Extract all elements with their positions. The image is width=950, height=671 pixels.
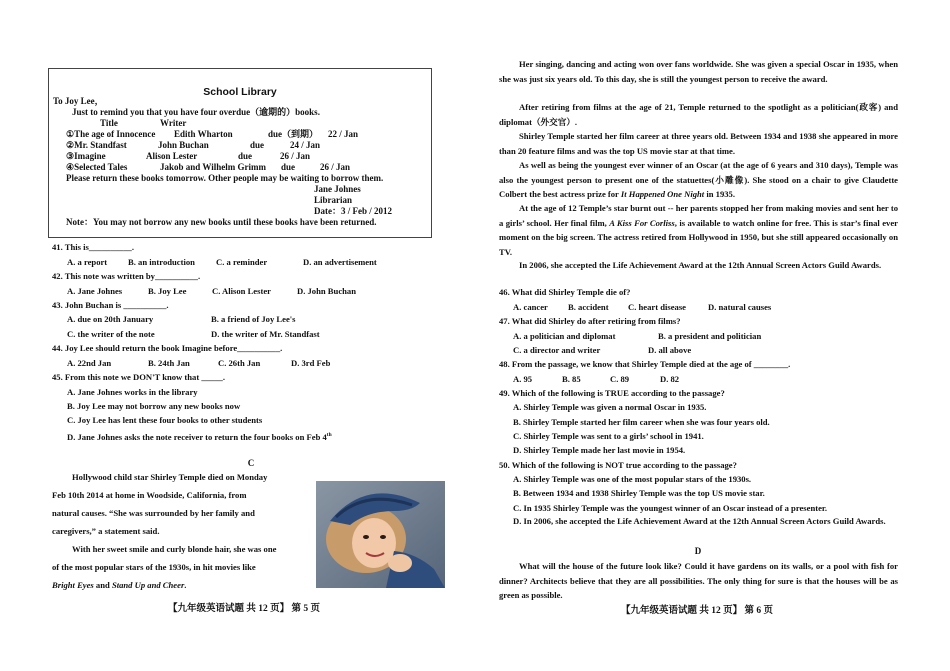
footer-left: 【九年级英语试题 共 12 页】 第 5 页	[168, 604, 321, 614]
question-42: 42. This note was written by__________.	[52, 271, 201, 281]
option: C. 89	[610, 374, 630, 384]
passage-c-heading: C	[247, 458, 255, 468]
passage-line: Feb 10th 2014 at home in Woodside, California, from	[52, 490, 247, 500]
option: B. a president and politician	[658, 331, 762, 341]
option: C. Shirley Temple was sent to a girls’ school in 1941.	[513, 431, 704, 441]
option: B. 85	[562, 374, 581, 384]
book-title: ③Imagine	[66, 151, 106, 161]
paragraph	[499, 201, 898, 259]
paragraph: Her singing, dancing and acting won over fans worldwide. She was given a special Oscar in 1935, when she was just six years old. To this day, she is still the youngest person to receive the award.	[499, 59, 898, 84]
question-41: 41. This is__________.	[52, 242, 134, 252]
option: A. a report	[67, 257, 108, 267]
option: D. all above	[648, 345, 692, 355]
book-date: 26 / Jan	[280, 151, 311, 161]
book-writer: Jakob and Wilhelm Grimm	[160, 162, 266, 172]
notice-request: Please return these books tomorrow. Other people may be waiting to borrow them.	[66, 173, 384, 183]
option: B. accident	[568, 302, 609, 312]
option: D. the writer of Mr. Standfast	[211, 329, 320, 339]
option: B. an introduction	[128, 257, 195, 267]
child-star-photo	[316, 481, 445, 588]
option: C. 26th Jan	[218, 358, 261, 368]
option: D. 82	[660, 374, 680, 384]
passage-line: Hollywood child star Shirley Temple died on Monday	[72, 472, 268, 482]
book-due: due	[250, 140, 265, 150]
notice-title: School Library	[203, 86, 277, 98]
signature-role: Librarian	[314, 195, 353, 205]
question-43: 43. John Buchan is __________.	[52, 300, 169, 310]
footer-right: 【九年级英语试题 共 12 页】 第 6 页	[621, 606, 774, 616]
book-writer: Edith Wharton	[174, 129, 233, 139]
option: A. cancer	[513, 302, 548, 312]
option: A. Jane Johnes works in the library	[67, 387, 198, 397]
book-due: due	[281, 162, 296, 172]
option: C. a director and writer	[513, 345, 601, 355]
option: A. Jane Johnes	[67, 286, 123, 296]
book-title: ④Selected Tales	[66, 162, 128, 172]
passage-line: natural causes. “She was surrounded by her family and	[52, 508, 255, 518]
option: B. Shirley Temple started her film career when she was four years old.	[513, 417, 770, 427]
question-48: 48. From the passage, we know that Shirley Temple died at the age of ________.	[499, 359, 791, 369]
punctuation: .	[184, 580, 187, 590]
option: C. Alison Lester	[212, 286, 271, 296]
paragraph: In 2006, she accepted the Life Achievement Award at the 12th Annual Screen Actors Guild Awards.	[519, 260, 882, 270]
notice-to: To Joy Lee，	[53, 96, 104, 106]
book-due: due	[238, 151, 253, 161]
notice-intro: Just to remind you that you have four overdue（逾期的）books.	[72, 107, 320, 117]
book-title: ①The age of Innocence	[66, 129, 156, 139]
paragraph: After retiring from films at the age of 21, Temple returned to the spotlight as a politician(政客) and diplomat（外交官）.	[499, 102, 898, 127]
option: A. due on 20th January	[67, 314, 154, 324]
superscript: th	[326, 432, 332, 438]
option: D. an advertisement	[303, 257, 377, 267]
book-date: 22 / Jan	[328, 129, 359, 139]
conjunction: and	[93, 580, 112, 590]
question-50: 50. Which of the following is NOT true according to the passage?	[499, 460, 737, 470]
option: C. Joy Lee has lent these four books to other students	[67, 415, 263, 425]
option: B. Joy Lee may not borrow any new books now	[67, 401, 241, 411]
movie-title: It Happened One Night	[620, 189, 705, 199]
option: A. a politician and diplomat	[513, 331, 616, 341]
signature-name: Jane Johnes	[314, 184, 361, 194]
text: As well as being the youngest ever winner of an Oscar (at the age of 6 years and 310 days), Temple was also the youngest person to present one of the statuettes(小雕像). She stood on a chair to give Claudette Colbert the best actress prize for	[499, 160, 898, 199]
text: , is available to watch online for free. This is star’s final ever moment on the big screen. The actress retired from Hollywood in 1950, but she still appeared occasionally on TV.	[499, 217, 898, 257]
notice-note: Note：You may not borrow any new books until these books have been returned.	[66, 217, 377, 227]
book-date: 24 / Jan	[290, 140, 321, 150]
option: C. In 1935 Shirley Temple was the youngest winner of an Oscar instead of a presenter.	[513, 503, 828, 513]
option-text: D. Jane Johnes asks the note receiver to return the four books on Feb 4	[67, 431, 327, 442]
option: D. 3rd Feb	[291, 358, 331, 368]
option: D. natural causes	[708, 302, 772, 312]
option: C. heart disease	[628, 302, 686, 312]
option: A. 22nd Jan	[67, 358, 112, 368]
option: B. a friend of Joy Lee's	[211, 314, 296, 324]
book-writer: Alison Lester	[146, 151, 198, 161]
book-due: due（到期）	[268, 129, 319, 139]
question-49: 49. Which of the following is TRUE according to the passage?	[499, 388, 725, 398]
paragraph: Shirley Temple started her film career at three years old. Between 1934 and 1938 she appeared in more than 20 feature films and was the top US movie star at that time.	[499, 131, 898, 156]
passage-d-heading: D	[694, 546, 702, 556]
option: D. In 2006, she accepted the Life Achievement Award at the 12th Annual Screen Actors Guild Awards.	[513, 516, 886, 526]
movie-title: A Kiss For Corliss	[609, 217, 675, 228]
question-47: 47. What did Shirley do after retiring from films?	[499, 316, 681, 326]
option: C. the writer of the note	[67, 329, 155, 339]
passage-line: caregivers,” a statement said.	[52, 526, 160, 536]
option	[67, 430, 332, 443]
option: A. Shirley Temple was given a normal Oscar in 1935.	[513, 402, 707, 412]
child-star-illustration	[316, 481, 445, 588]
text: At the age of 12 Temple’s star burnt out -- her parents stopped her from making movies and sent her to a girls’ school. Her final film,	[499, 203, 898, 228]
movie-title: Bright Eyes	[52, 580, 94, 590]
book-date: 26 / Jan	[320, 162, 351, 172]
passage-line: of the most popular stars of the 1930s, in hit movies like	[52, 562, 256, 572]
option: B. 24th Jan	[148, 358, 190, 368]
text: in 1935.	[704, 189, 736, 199]
option: A. Shirley Temple was one of the most popular stars of the 1930s.	[513, 474, 752, 484]
question-46: 46. What did Shirley Temple die of?	[499, 287, 631, 297]
movie-title: Stand Up and Cheer	[111, 580, 185, 590]
paragraph	[499, 158, 898, 202]
book-title: ②Mr. Standfast	[66, 140, 127, 150]
option: D. John Buchan	[297, 286, 356, 296]
notice-col-writer: Writer	[160, 118, 187, 128]
signature-date: Date：3 / Feb / 2012	[314, 206, 392, 216]
option: C. a reminder	[216, 257, 268, 267]
question-45: 45. From this note we DON'T know that _____.	[52, 372, 225, 382]
option: A. 95	[513, 374, 533, 384]
notice-col-title: Title	[100, 118, 118, 128]
book-writer: John Buchan	[158, 140, 209, 150]
question-44: 44. Joy Lee should return the book Imagine before__________.	[52, 343, 283, 353]
option: B. Between 1934 and 1938 Shirley Temple was the top US movie star.	[513, 488, 765, 498]
passage-line	[52, 580, 186, 591]
passage-line: With her sweet smile and curly blonde hair, she was one	[72, 544, 277, 554]
option: D. Shirley Temple made her last movie in 1954.	[513, 445, 686, 455]
option: B. Joy Lee	[148, 286, 187, 296]
paragraph: What will the house of the future look like? Could it have gardens on its walls, or a pool with fish for dinner? Architects believe that they are all possibilities. The only thing for sure is that the houses will be as green as possible.	[499, 561, 898, 600]
